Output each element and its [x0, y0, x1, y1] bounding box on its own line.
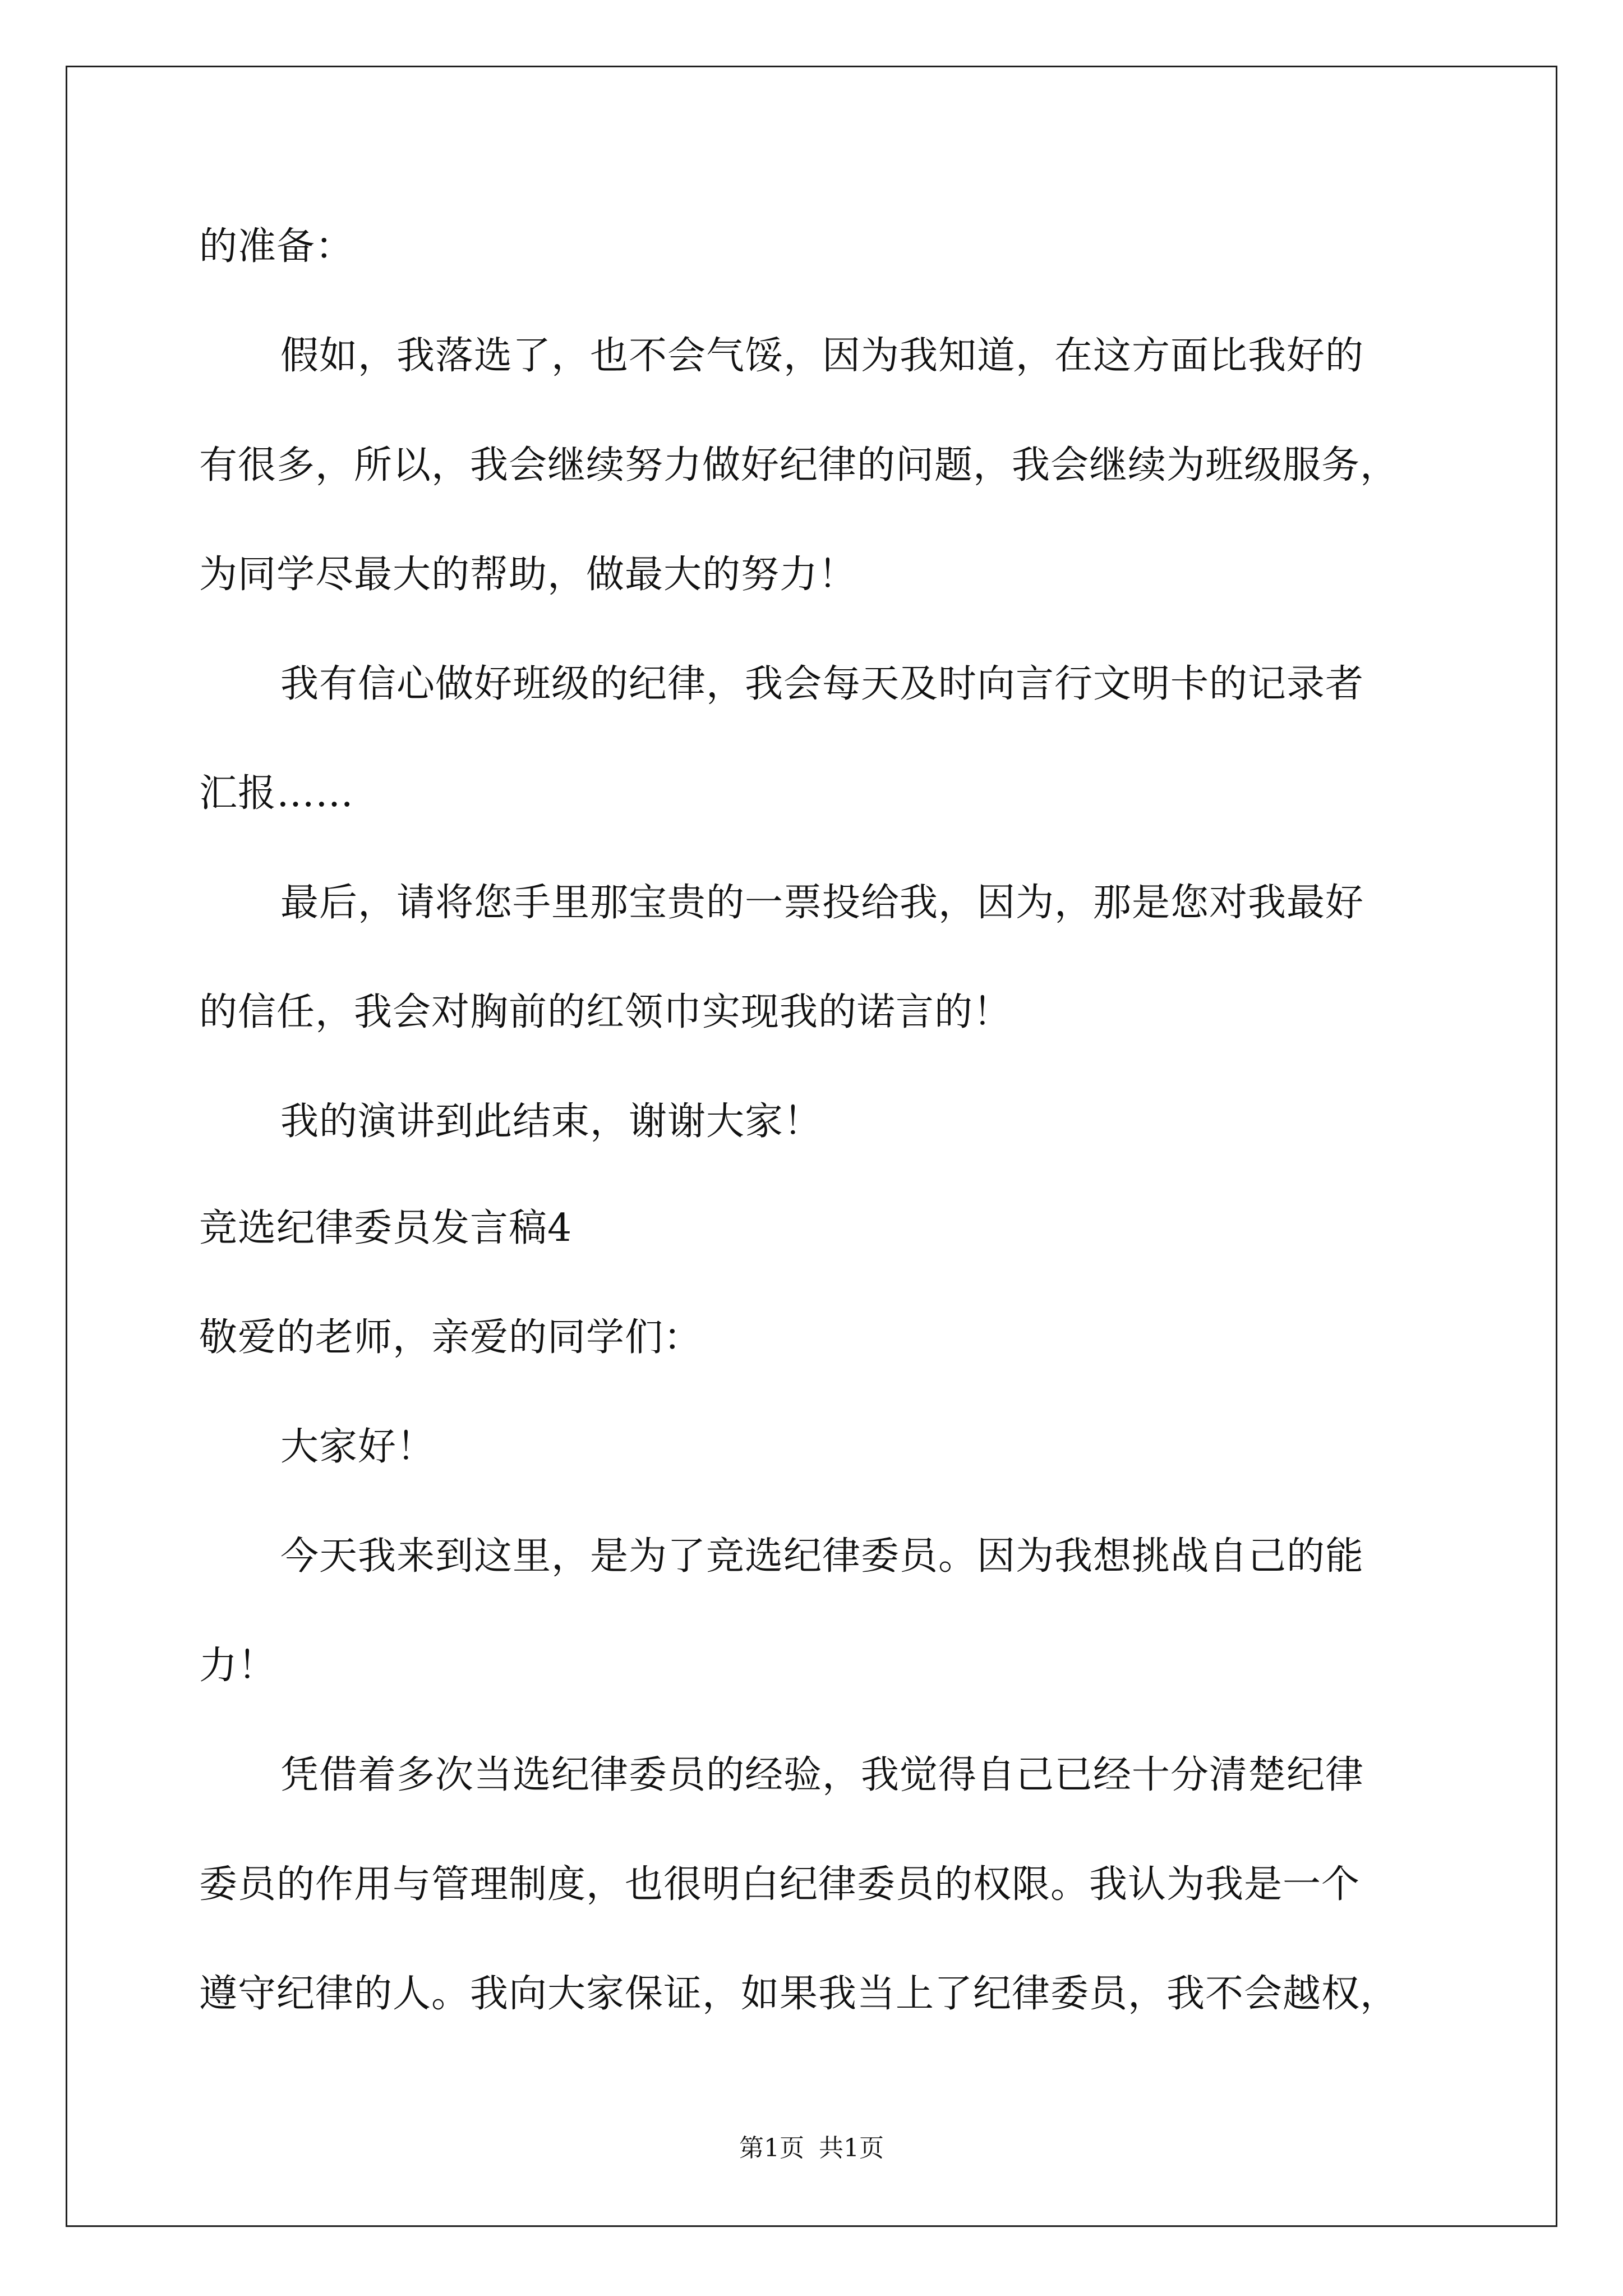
salutation: 敬爱的老师，亲爱的同学们：: [199, 1315, 703, 1360]
text-line: 我的演讲到此结束，谢谢大家！: [280, 1099, 823, 1144]
text-line: 假如，我落选了，也不会气馁，因为我知道，在这方面比我好的: [280, 334, 1364, 378]
text-line: 委员的作用与管理制度，也很明白纪律委员的权限。我认为我是一个: [199, 1862, 1361, 1907]
text-line: 我有信心做好班级的纪律，我会每天及时向言行文明卡的记录者: [280, 662, 1364, 706]
section-heading: 竞选纪律委员发言稿4: [199, 1206, 573, 1250]
text-line: 汇报……: [199, 771, 354, 816]
text-line: 大家好！: [280, 1425, 436, 1469]
text-line: 最后，请将您手里那宝贵的一票投给我，因为，那是您对我最好: [280, 881, 1364, 925]
page-number: 第1页: [739, 2134, 804, 2162]
text-line: 凭借着多次当选纪律委员的经验，我觉得自己已经十分清楚纪律: [280, 1753, 1364, 1797]
text-line: 为同学尽最大的帮助，做最大的努力！: [199, 553, 857, 597]
text-line: 的准备：: [199, 224, 354, 269]
text-line: 遵守纪律的人。我向大家保证，如果我当上了纪律委员，我不会越权，: [199, 1972, 1399, 2016]
text-line: 有很多，所以，我会继续努力做好纪律的问题，我会继续为班级服务，: [199, 443, 1399, 487]
text-line: 的信任，我会对胸前的红领巾实现我的诺言的！: [199, 990, 1012, 1034]
page-total: 共1页: [819, 2134, 884, 2162]
text-line: 力！: [199, 1644, 277, 1688]
text-line: 今天我来到这里，是为了竞选纪律委员。因为我想挑战自己的能: [280, 1534, 1364, 1579]
page-footer: [0, 2134, 1623, 2162]
